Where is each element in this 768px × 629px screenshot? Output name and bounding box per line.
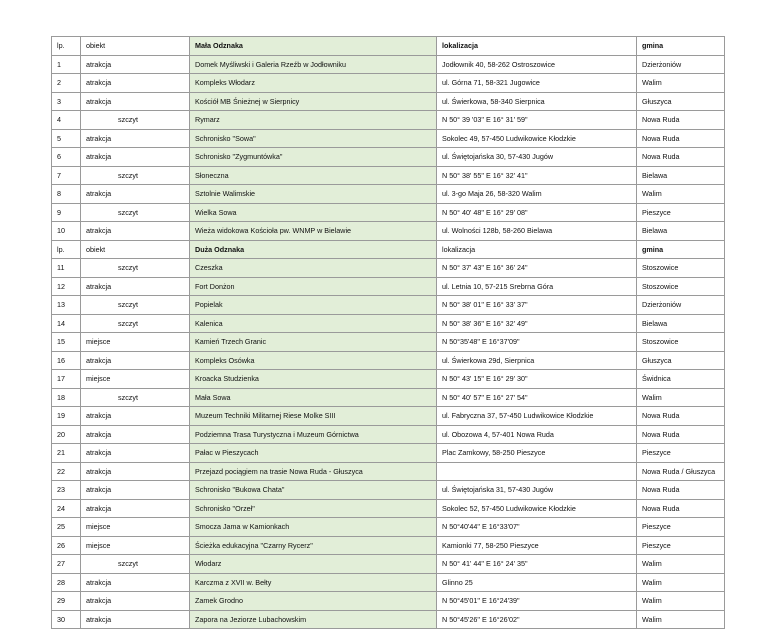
cell-type: atrakcja [81,481,190,500]
cell-location: N 50°40'44" E 16°33'07" [437,518,637,537]
cell-name: Zapora na Jeziorze Lubachowskim [190,610,437,629]
header2-name: Duża Odznaka [190,240,437,259]
cell-location: Glinno 25 [437,573,637,592]
cell-type: atrakcja [81,610,190,629]
cell-type: atrakcja [81,129,190,148]
cell-lp: 10 [52,222,81,241]
cell-location: N 50° 41' 44" E 16° 24' 35" [437,555,637,574]
cell-name: Włodarz [190,555,437,574]
cell-location: N 50° 39 '03" E 16° 31' 59" [437,111,637,130]
table-row [52,148,725,167]
table-body [52,37,725,629]
cell-gmina: Dzierżoniów [637,296,725,315]
cell-lp: 20 [52,425,81,444]
table-row [52,388,725,407]
cell-lp: 24 [52,499,81,518]
cell-type: atrakcja [81,499,190,518]
cell-gmina: Walim [637,555,725,574]
cell-location: ul. Obozowa 4, 57-401 Nowa Ruda [437,425,637,444]
cell-gmina: Walim [637,573,725,592]
cell-type: atrakcja [81,92,190,111]
cell-name: Kamień Trzech Granic [190,333,437,352]
header2-type: obiekt [81,240,190,259]
cell-gmina: Stoszowice [637,333,725,352]
cell-name: Kalenica [190,314,437,333]
cell-name: Sztolnie Walimskie [190,185,437,204]
cell-gmina: Dzierżoniów [637,55,725,74]
cell-lp: 14 [52,314,81,333]
cell-type: atrakcja [81,55,190,74]
cell-location: Sokolec 49, 57-450 Ludwikowice Kłodzkie [437,129,637,148]
cell-name: Schronisko "Orzeł" [190,499,437,518]
cell-location: Kamionki 77, 58-250 Pieszyce [437,536,637,555]
cell-lp: 29 [52,592,81,611]
cell-name: Popielak [190,296,437,315]
cell-type: atrakcja [81,425,190,444]
cell-name: Podziemna Trasa Turystyczna i Muzeum Górnictwa [190,425,437,444]
table-row [52,259,725,278]
cell-gmina: Świdnica [637,370,725,389]
table-row [52,111,725,130]
cell-gmina: Walim [637,610,725,629]
table-row [52,185,725,204]
cell-lp: 3 [52,92,81,111]
header2-loc: lokalizacja [437,240,637,259]
cell-lp: 7 [52,166,81,185]
table-row [52,444,725,463]
cell-type: szczyt [81,203,190,222]
cell-name: Fort Donżon [190,277,437,296]
cell-type: atrakcja [81,573,190,592]
cell-name: Pałac w Pieszycach [190,444,437,463]
cell-lp: 25 [52,518,81,537]
cell-location: N 50° 40' 48" E 16° 29' 08" [437,203,637,222]
cell-lp: 11 [52,259,81,278]
cell-location: ul. 3-go Maja 26, 58-320 Walim [437,185,637,204]
cell-gmina: Nowa Ruda [637,499,725,518]
cell-name: Muzeum Techniki Militarnej Riese Molke SIII [190,407,437,426]
cell-name: Schronisko "Zygmuntówka" [190,148,437,167]
table-row [52,166,725,185]
cell-gmina: Walim [637,74,725,93]
cell-lp: 22 [52,462,81,481]
cell-lp: 8 [52,185,81,204]
cell-location [437,462,637,481]
cell-location: ul. Górna 71, 58-321 Jugowice [437,74,637,93]
cell-name: Smocza Jama w Kamionkach [190,518,437,537]
cell-name: Czeszka [190,259,437,278]
table-row [52,92,725,111]
cell-lp: 6 [52,148,81,167]
table-row [52,481,725,500]
cell-gmina: Walim [637,185,725,204]
cell-location: ul. Świętojańska 30, 57-430 Jugów [437,148,637,167]
cell-lp: 9 [52,203,81,222]
cell-type: szczyt [81,111,190,130]
cell-lp: 5 [52,129,81,148]
table-row [52,592,725,611]
cell-gmina: Pieszyce [637,536,725,555]
cell-lp: 23 [52,481,81,500]
cell-gmina: Nowa Ruda [637,407,725,426]
cell-lp: 16 [52,351,81,370]
cell-gmina: Nowa Ruda [637,129,725,148]
cell-gmina: Walim [637,388,725,407]
table-row [52,55,725,74]
cell-lp: 21 [52,444,81,463]
cell-lp: 4 [52,111,81,130]
cell-lp: 19 [52,407,81,426]
cell-lp: 13 [52,296,81,315]
cell-lp: 1 [52,55,81,74]
cell-type: szczyt [81,166,190,185]
cell-type: atrakcja [81,74,190,93]
cell-type: atrakcja [81,277,190,296]
header-row-big [52,240,725,259]
cell-location: ul. Świerkowa 29d, Sierpnica [437,351,637,370]
cell-type: szczyt [81,259,190,278]
cell-gmina: Bielawa [637,314,725,333]
cell-name: Wielka Sowa [190,203,437,222]
cell-gmina: Pieszyce [637,444,725,463]
cell-gmina: Bielawa [637,166,725,185]
cell-type: miejsce [81,518,190,537]
cell-type: szczyt [81,296,190,315]
cell-location: N 50°45'26" E 16°26'02" [437,610,637,629]
cell-name: Kompleks Osówka [190,351,437,370]
table-row [52,407,725,426]
cell-type: atrakcja [81,148,190,167]
table-row [52,203,725,222]
cell-type: szczyt [81,388,190,407]
cell-type: atrakcja [81,351,190,370]
table-row [52,314,725,333]
cell-lp: 17 [52,370,81,389]
cell-lp: 27 [52,555,81,574]
cell-gmina: Pieszyce [637,518,725,537]
cell-name: Karczma z XVII w. Bełty [190,573,437,592]
cell-type: atrakcja [81,222,190,241]
cell-gmina: Głuszyca [637,351,725,370]
cell-lp: 30 [52,610,81,629]
cell-location: N 50° 38' 36" E 16° 32' 49" [437,314,637,333]
header-type: obiekt [81,37,190,56]
table-row [52,462,725,481]
table-row [52,277,725,296]
cell-location: ul. Fabryczna 37, 57-450 Ludwikowice Kłodzkie [437,407,637,426]
header-gmina: gmina [637,37,725,56]
cell-gmina: Nowa Ruda [637,111,725,130]
header2-lp: lp. [52,240,81,259]
table-row [52,333,725,352]
cell-location: N 50° 38' 55" E 16° 32' 41" [437,166,637,185]
cell-gmina: Nowa Ruda / Głuszyca [637,462,725,481]
cell-gmina: Stoszowice [637,259,725,278]
cell-type: atrakcja [81,462,190,481]
cell-lp: 28 [52,573,81,592]
cell-location: Sokolec 52, 57-450 Ludwikowice Kłodzkie [437,499,637,518]
cell-name: Domek Myśliwski i Galeria Rzeźb w Jodłowniku [190,55,437,74]
cell-location: N 50° 37' 43" E 16° 36' 24" [437,259,637,278]
cell-location: ul. Świętojańska 31, 57-430 Jugów [437,481,637,500]
cell-lp: 2 [52,74,81,93]
cell-type: szczyt [81,314,190,333]
table-row [52,518,725,537]
cell-gmina: Nowa Ruda [637,425,725,444]
cell-gmina: Bielawa [637,222,725,241]
table-row [52,610,725,629]
cell-lp: 18 [52,388,81,407]
cell-type: atrakcja [81,185,190,204]
cell-name: Schronisko "Bukowa Chata" [190,481,437,500]
cell-name: Rymarz [190,111,437,130]
cell-type: atrakcja [81,407,190,426]
cell-name: Wieża widokowa Kościoła pw. WNMP w Bielawie [190,222,437,241]
cell-gmina: Głuszyca [637,92,725,111]
table-row [52,296,725,315]
cell-type: miejsce [81,370,190,389]
table-row [52,536,725,555]
table-row [52,425,725,444]
cell-gmina: Walim [637,592,725,611]
table-row [52,370,725,389]
cell-name: Kościół MB Śnieżnej w Sierpnicy [190,92,437,111]
cell-type: atrakcja [81,592,190,611]
cell-name: Schronisko "Sowa" [190,129,437,148]
table-row [52,351,725,370]
cell-lp: 12 [52,277,81,296]
cell-name: Słoneczna [190,166,437,185]
cell-location: Plac Zamkowy, 58-250 Pieszyce [437,444,637,463]
cell-name: Zamek Grodno [190,592,437,611]
header-name: Mała Odznaka [190,37,437,56]
table-row [52,499,725,518]
cell-location: Jodłownik 40, 58-262 Ostroszowice [437,55,637,74]
cell-lp: 26 [52,536,81,555]
table-row [52,573,725,592]
cell-name: Mała Sowa [190,388,437,407]
cell-type: atrakcja [81,444,190,463]
cell-name: Przejazd pociągiem na trasie Nowa Ruda - Głuszyca [190,462,437,481]
table-row [52,555,725,574]
header-loc: lokalizacja [437,37,637,56]
cell-location: N 50° 38' 01" E 16° 33' 37" [437,296,637,315]
cell-name: Kompleks Włodarz [190,74,437,93]
header-row-small [52,37,725,56]
table-row [52,129,725,148]
cell-name: Kroacka Studzienka [190,370,437,389]
cell-location: ul. Świerkowa, 58-340 Sierpnica [437,92,637,111]
table-row [52,222,725,241]
cell-gmina: Pieszyce [637,203,725,222]
cell-type: szczyt [81,555,190,574]
cell-lp: 15 [52,333,81,352]
header2-gmina: gmina [637,240,725,259]
cell-location: N 50°35'48" E 16°37'09" [437,333,637,352]
cell-gmina: Nowa Ruda [637,481,725,500]
cell-name: Ścieżka edukacyjna "Czarny Rycerz" [190,536,437,555]
cell-location: N 50° 40' 57" E 16° 27' 54" [437,388,637,407]
cell-type: miejsce [81,536,190,555]
cell-location: ul. Letnia 10, 57-215 Srebrna Góra [437,277,637,296]
cell-gmina: Nowa Ruda [637,148,725,167]
attractions-table [51,36,725,629]
cell-location: ul. Wolności 128b, 58-260 Bielawa [437,222,637,241]
table-row [52,74,725,93]
cell-gmina: Stoszowice [637,277,725,296]
header-lp: lp. [52,37,81,56]
cell-type: miejsce [81,333,190,352]
cell-location: N 50° 43' 15" E 16° 29' 30" [437,370,637,389]
cell-location: N 50°45'01" E 16°24'39" [437,592,637,611]
